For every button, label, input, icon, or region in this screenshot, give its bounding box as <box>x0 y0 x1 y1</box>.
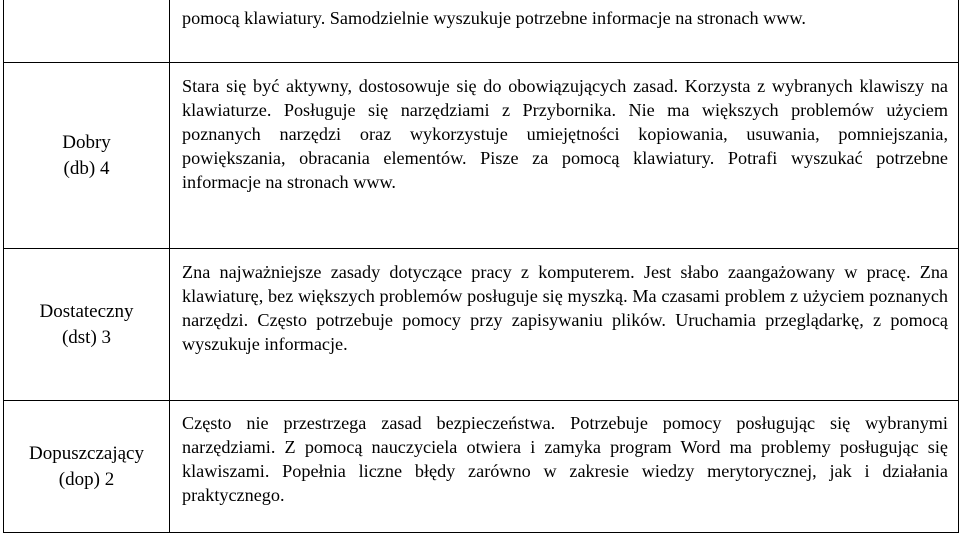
description-cell <box>170 401 959 533</box>
grade-description: Często nie przestrzega zasad bezpieczeństwa. Potrzebuje pomocy posługując się wybranymi narzędziami. Z pomocą nauczyciela otwiera i zamyka program Word ma problemy posługując się klawiszami. Popełnia liczne błędy zarówno w zakresie wiedzy merytorycznej, jak i działania praktycznego. <box>182 413 948 505</box>
description-cell <box>170 63 959 249</box>
grade-description: Stara się być aktywny, dostosowuje się do obowiązujących zasad. Korzysta z wybranych klawiszy na klawiaturze. Posługuje się narzędziami z Przybornika. Nie ma większych problemów użyciem poznanych narzędzi oraz wykorzystuje umiejętności kopiowania, usuwania, pomniejszania, powiększania, obracania elementów. Pisze za pomocą klawiatury. Potrafi wyszukać potrzebne informacje na stronach www. <box>182 76 948 192</box>
grade-name: Dopuszczający <box>29 442 144 464</box>
grade-abbreviation: (db) 4 <box>63 157 110 179</box>
table-row <box>4 401 959 533</box>
table-row <box>4 63 959 249</box>
grade-cell <box>4 0 170 63</box>
grade-abbreviation: (dop) 2 <box>58 468 115 490</box>
grade-description: pomocą klawiatury. Samodzielnie wyszukuje potrzebne informacje na stronach www. <box>182 8 806 28</box>
grade-cell <box>4 249 170 401</box>
grading-criteria-table <box>3 0 959 533</box>
grade-name: Dobry <box>62 131 111 153</box>
table-row <box>4 0 959 63</box>
description-cell <box>170 249 959 401</box>
grade-abbreviation: (dst) 3 <box>61 326 112 348</box>
table-row <box>4 249 959 401</box>
grade-cell <box>4 401 170 533</box>
grade-description: Zna najważniejsze zasady dotyczące pracy z komputerem. Jest słabo zaangażowany w pracę. Zna klawiaturę, bez większych problemów posługuje się myszką. Ma czasami problem z użyciem poznanych narzędzi. Często potrzebuje pomocy przy zapisywaniu plików. Uruchamia przeglądarkę, z pomocą wyszukuje informacje. <box>182 262 948 354</box>
description-cell <box>170 0 959 63</box>
grade-name: Dostateczny <box>39 300 134 322</box>
grade-cell <box>4 63 170 249</box>
